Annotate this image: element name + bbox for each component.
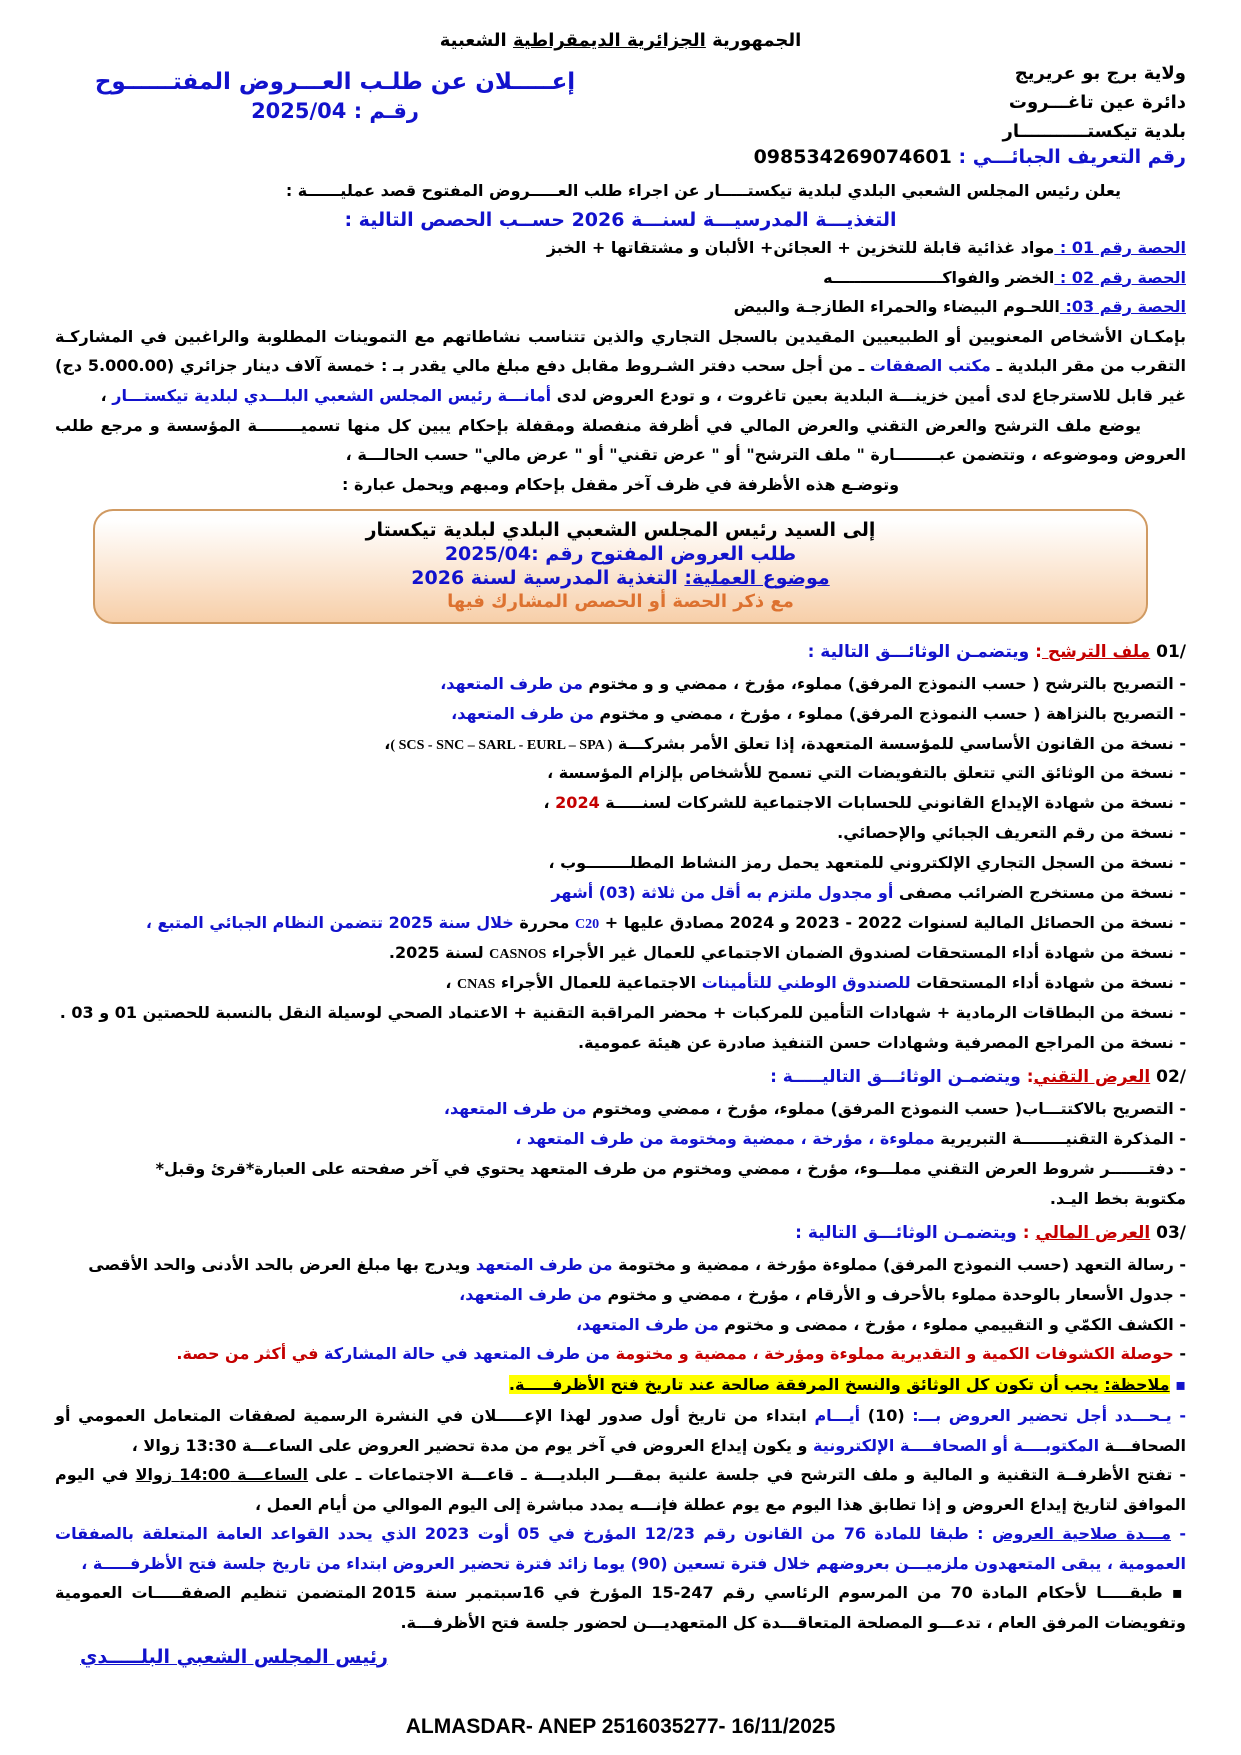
- header-row: [55, 59, 1186, 146]
- doc-line: - نسخة من رقم التعريف الجبائي والإحصائي.: [837, 823, 1186, 843]
- republic-header: الجمهورية الجزائرية الديمقراطية الشعبية: [439, 30, 802, 51]
- section-2-heading: 02/ العرض التقني: ويتضمـن الوثائـــق التاليـــــة :: [770, 1067, 1186, 1088]
- doc-line: مكتوبة بخط اليـد.: [1049, 1188, 1186, 1208]
- commune-line: بلدية تيكستـــــــــــار: [1002, 121, 1186, 143]
- lots-list: [55, 233, 1186, 322]
- section-1-items: [55, 669, 1186, 1058]
- doc-line: - نسخة من الحصائل المالية لسنوات 2022 - 2023 و 2024 مصادق عليها + C20 محررة خلال سنة 2025 تتضمن النظام الجبائي المتبع ،: [145, 912, 1186, 932]
- envelopes-paragraph: يوضع ملف الترشح والعرض التقني والعرض المالي في أظرفة منفصلة ومقفلة بإحكام يبين كل منها تسميــــــــة المؤسسة و مرجع طلب العروض وموضوعه ، وتتضمن عبــــــــارة " ملف الترشح" أو " عرض تقني" أو " عرض مالي" حسب الحالـــة ،: [55, 415, 1186, 465]
- wilaya-line: ولاية برج بو عريريج: [1014, 63, 1186, 84]
- authority-block: [1003, 59, 1186, 146]
- doc-line: - جدول الأسعار بالوحدة مملوء بالأحرف و الأرقام ، مؤرخ ، ممضي و مختوم من طرف المتعهد،: [459, 1284, 1186, 1304]
- doc-line: الحصة رقم 02 : الخضر والفواكــــــــــــــــــــه: [823, 267, 1186, 287]
- box-tender-ref-line: طلب العروض المفتوح رقم :2025/04: [444, 543, 797, 566]
- doc-line: - نسخة من مستخرج الضرائب مصفى أو مجدول ملتزم به أقل من ثلاثة (03) أشهر: [551, 883, 1186, 903]
- doc-line: الحصة رقم 01 : مواد غذائية قابلة للتخزين + العجائن+ الألبان و مشتقاتها + الخبز: [546, 238, 1186, 258]
- tax-id-line: رقم التعريف الجبائـــي : 098534269074601: [753, 146, 1186, 169]
- daira-line: دائرة عين تاغـــروت: [1008, 92, 1186, 114]
- anep-footer: ALMASDAR- ANEP 2516035277- 16/11/2025: [405, 1715, 836, 1738]
- doc-line: - التصريح بالترشح ( حسب النموذج المرفق) مملوء، مؤرخ ، ممضي و و مختوم من طرف المتعهد،: [440, 673, 1186, 693]
- announcement-title: [55, 69, 615, 123]
- doc-line: - نسخة من المراجع المصرفية وشهادات حسن التنفيذ صادرة عن هيئة عمومية.: [577, 1032, 1186, 1052]
- doc-line: - نسخة من شهادة أداء المستحقات للصندوق الوطني للتأمينات الاجتماعية للعمال الأجراء CNAS ،: [445, 972, 1186, 992]
- doc-line: - التصريح بالاكتتـــاب( حسب النموذج المرفق) مملوء، مؤرخ ، ممضي ومختوم من طرف المتعهد،: [443, 1098, 1186, 1118]
- offers-validity-paragraph: - مـــدة صلاحية العروض : طبقا للمادة 76 من القانون رقم 12/23 المؤرخ في 05 أوت 2023 الذي يحدد القواعد العامة المتعلقة بالصفقات العمومية ، يبقى المتعهدون ملزميـــن بعروضهم خلال فترة تسعين (90) يوما زائد فترة تحضير العروض ابتداء من تاريخ جلسة فتح الأظرفـــــة ،: [55, 1524, 1187, 1573]
- doc-line: - الكشف الكمّي و التقييمي مملوء ، مؤرخ ، ممضى و مختوم من طرف المتعهد،: [576, 1314, 1186, 1334]
- box-lots-note-line: مع ذكر الحصة أو الحصص المشارك فيها: [447, 591, 794, 613]
- doc-line: - التصريح بالنزاهة ( حسب النموذج المرفق) مملوء ، مؤرخ ، ممضي و مختوم من طرف المتعهد،: [451, 703, 1186, 723]
- doc-line: - نسخة من السجل التجاري الإلكتروني للمتعهد يحمل رمز النشاط المطلــــــــوب ،: [548, 853, 1186, 873]
- outer-envelope-line: وتوضـع هذه الأظرفة في ظرف آخر مقفل بإحكام ومبهم ويحمل عبارة :: [341, 474, 900, 494]
- doc-line: - نسخة من شهادة الإيداع القانوني للحسابات الاجتماعية للشركات لسنـــــة 2024 ،: [543, 793, 1186, 813]
- opening-session-paragraph: - تفتح الأظرفــة التقنية و المالية و ملف الترشح في جلسة علنية بمقـــر البلديـــة ـ قاعـــة الاجتماعات ـ على الساعـــة 14:00 زوالا في اليوم الموافق لتاريخ إيداع العروض و إذا تطابق هذا اليوم مع يوم عطلة فإنـــه يمدد مباشرة إلى اليوم الموالي من أيام العمل ،: [55, 1465, 1187, 1514]
- section-3-items: [55, 1250, 1186, 1370]
- signature-title: رئيس المجلس الشعبي البلـــــدي: [80, 1645, 388, 1668]
- decree-reference-paragraph: ▪ طبقـــــا لأحكام المادة 70 من المرسوم الرئاسي رقم 15-247 المؤرخ في 16سبتمبر سنة 2015 المتضمن تنظيم الصفقـــــات العمومية وتفويضات المرفق العام ، تدعـــو المصلحة المتعاقـــدة كل المتعهديـــن لحضور جلسة فتح الأظرفـــة.: [55, 1583, 1187, 1633]
- doc-line: الحصة رقم 03: اللحـوم البيضاء والحمراء الطازجـة والبيض: [733, 297, 1186, 317]
- doc-line: - نسخة من شهادة أداء المستحقات لصندوق الضمان الاجتماعي للعمال غير الأجراء CASNOS لسنة 2025.: [388, 942, 1186, 962]
- preparation-deadline-paragraph: - يـحـــدد أجل تحضير العروض بـــ: (10) أيـــام ابتداء من تاريخ أول صدور لهذا الإعـــــلان في النشرة الرسمية لصفقات المتعامل العمومي أو الصحافـــة المكتوبــــة أو الصحافــــة الإلكترونية و يكون إيداع العروض في آخر يوم من مدة تحضير العروض على الساعـــة 13:30 زوالا ،: [55, 1405, 1186, 1455]
- doc-line: - نسخة من البطاقات الرمادية + شهادات التأمين للمركبات + محضر المراقبة التقنية + الاعتماد الصحي لوسيلة النقل بالنسبة للحصتين 01 و 03 .: [59, 1002, 1186, 1022]
- participation-paragraph: بإمكـان الأشخاص المعنويين أو الطبيعيين المقيدين بالسجل التجاري والذين تتناسب نشاطاتهم مع التموينات المطلوبة والراغبين في المشاركـة التقرب من مقر البلدية ـ مكتب الصفقات ـ من أجل سحب دفتر الشـروط مقابل دفع مبلغ مالي يقدر بـ : خمسة آلاف دينار جزائري (5.000.00 دج) غير قابل للاسترجاع لدى أمين خزينـــة البلدية بعين تاغروت ، و تودع العروض لدى أمانـــة رئيس المجلس الشعبي البلـــدي لبلدية تيكستـــار ،: [55, 326, 1187, 406]
- doc-line: - نسخة من القانون الأساسي للمؤسسة المتعهدة، إذا تعلق الأمر بشركـــة ( SCS - SNC – SARL - EURL – SPA )،: [384, 733, 1186, 753]
- box-subject-line: موضوع العملية: التغذية المدرسية لسنة 2026: [411, 567, 830, 590]
- announcement-number: رقـم : 2025/04: [251, 99, 419, 123]
- doc-line: - المذكرة التقنيــــــــة التبريرية مملوءة ، مؤرخة ، ممضية ومختومة من طرف المتعهد ،: [515, 1128, 1186, 1148]
- validity-note: ▪ ملاحظة: يجب أن تكون كل الوثائق والنسخ المرفقة صالحة عند تاريخ فتح الأظرفـــــة.: [508, 1375, 1186, 1395]
- envelope-address-box: [93, 509, 1148, 624]
- doc-line: - نسخة من الوثائق التي تتعلق بالتفويضات التي تسمح للأشخاص بإلزام المؤسسة ،: [547, 763, 1186, 783]
- announcement-title-line: إعـــــلان عن طلـب العـــروض المفتــــــوح: [94, 69, 576, 95]
- box-recipient-line: إلى السيد رئيس المجلس الشعبي البلدي لبلدية تيكستار: [365, 519, 876, 542]
- intro-line: يعلن رئيس المجلس الشعبي البلدي لبلدية تيكستـــــار عن اجراء طلب العـــــروض المفتوح قصد عمليــــــة :: [285, 181, 1121, 201]
- section-3-heading: 03/ العرض المالي : ويتضمـن الوثائـــق التالية :: [795, 1223, 1186, 1244]
- section-2-items: [55, 1094, 1186, 1214]
- doc-line: - حوصلة الكشوفات الكمية و التقديرية مملوءة ومؤرخة ، ممضية و مختومة من طرف المتعهد في حالة المشاركة في أكثر من حصة.: [176, 1344, 1186, 1364]
- doc-line: - دفتـــــــر شروط العرض التقني مملـــوء، مؤرخ ، ممضي ومختوم من طرف المتعهد يحتوي في آخر صفحته على العبارة*قرئ وقبل*: [155, 1158, 1186, 1178]
- section-1-heading: 01/ ملف الترشح : ويتضمـن الوثائـــق التالية :: [807, 642, 1186, 663]
- doc-line: - رسالة التعهد (حسب النموذج المرفق) مملوءة مؤرخة ، ممضية و مختومة من طرف المتعهد ويدرج بها مبلغ العرض بالحد الأدنى والحد الأقصى: [88, 1254, 1186, 1274]
- operation-title: التغذيـــة المدرسيـــة لسنـــة 2026 حســب الحصص التالية :: [344, 209, 897, 232]
